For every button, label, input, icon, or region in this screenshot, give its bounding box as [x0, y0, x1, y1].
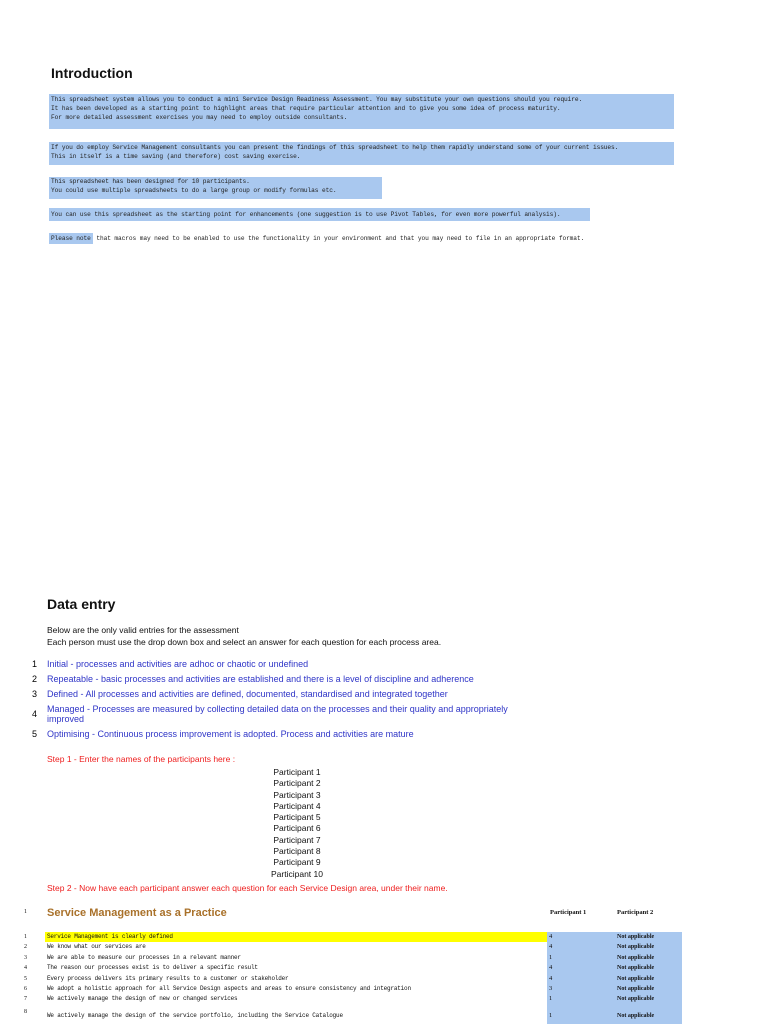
step-2-instruction: Step 2 - Now have each participant answer each question for each Service Design area, under their name. — [47, 883, 448, 893]
participant-2-answer[interactable]: Not applicable — [617, 975, 655, 982]
level-number: 4 — [31, 709, 37, 719]
question-text: We actively manage the design of the service portfolio, including the Service Catalogue — [47, 1011, 343, 1019]
table-row — [0, 994, 700, 1004]
participant-name-cell[interactable]: Participant 4 — [273, 800, 321, 811]
level-description: Optimising - Continuous process improvement is adopted. Process and activities are mature — [47, 729, 414, 739]
participant-list — [257, 767, 337, 880]
intro-block-2 — [49, 142, 674, 165]
intro-title: Introduction — [51, 65, 133, 81]
question-table — [0, 932, 700, 1021]
participant-1-answer[interactable]: 4 — [549, 943, 553, 951]
table-row — [0, 1008, 700, 1021]
table-row — [0, 963, 700, 973]
participant-name-cell[interactable]: Participant 3 — [273, 789, 321, 800]
question-text: We actively manage the design of new or changed services — [47, 995, 238, 1003]
table-row — [0, 984, 700, 994]
question-text: Every process delivers its primary results to a customer or stakeholder — [47, 974, 289, 982]
column-header-participant-1: Participant 1 — [550, 909, 587, 916]
participant-2-answer[interactable]: Not applicable — [617, 1012, 655, 1019]
level-number: 3 — [31, 689, 37, 699]
participant-2-answer[interactable]: Not applicable — [617, 954, 655, 961]
intro-block-1-line: It has been developed as a starting point to highlight areas that require particular attention and to give you some idea of process maturity. — [51, 105, 561, 112]
table-row — [0, 932, 700, 942]
level-description: Repeatable - basic processes and activities are established and there is a level of discipline and adherence — [47, 674, 474, 684]
participant-2-answer[interactable]: Not applicable — [617, 965, 655, 972]
question-number: 6 — [24, 985, 27, 992]
question-number: 4 — [24, 965, 27, 972]
participant-name-cell[interactable]: Participant 6 — [273, 823, 321, 834]
table-row — [0, 942, 700, 952]
participant-2-answer[interactable]: Not applicable — [617, 985, 655, 992]
intro-block-3-line: This spreadsheet has been designed for 10 participants. — [51, 178, 250, 185]
intro-block-2-line: This in itself is a time saving (and therefore) cost saving exercise. — [51, 153, 301, 160]
question-text: We are able to measure our processes in a relevant manner — [47, 953, 241, 961]
section-number: 1 — [24, 909, 27, 915]
intro-block-3 — [49, 177, 382, 199]
question-number: 7 — [24, 996, 27, 1003]
participant-1-answer[interactable]: 4 — [549, 964, 553, 972]
intro-block-5 — [49, 232, 584, 245]
participant-2-answer[interactable]: Not applicable — [617, 944, 655, 951]
question-number: 1 — [24, 934, 27, 940]
question-text: We know what our services are — [47, 943, 146, 951]
level-description: Managed - Processes are measured by collecting detailed data on the processes and their quality and appropriately improved — [47, 704, 508, 724]
question-text: The reason our processes exist is to deliver a specific result — [47, 964, 258, 972]
please-note-highlight: Please note — [51, 235, 91, 242]
participant-1-answer[interactable]: 3 — [549, 984, 553, 992]
question-text: We adopt a holistic approach for all Service Design aspects and areas to ensure consistency and integration — [47, 984, 411, 992]
participant-name-cell[interactable]: Participant 2 — [273, 778, 321, 789]
intro-block-1-line: This spreadsheet system allows you to conduct a mini Service Design Readiness Assessment. You may substitute your own questions should you require. — [51, 96, 583, 103]
intro-block-4-text: You can use this spreadsheet as the starting point for enhancements (one suggestion is to use Pivot Tables, for even more powerful analysis). — [51, 211, 561, 218]
question-text: Service Management is clearly defined — [47, 933, 173, 940]
intro-block-2-line: If you do employ Service Management consultants you can present the findings of this spreadsheet to help them rapidly understand some of your current issues. — [51, 144, 619, 151]
participant-1-answer[interactable]: 4 — [549, 933, 553, 940]
level-description: Initial - processes and activities are adhoc or chaotic or undefined — [47, 659, 309, 669]
level-number: 2 — [31, 674, 37, 684]
intro-block-3-line: You could use multiple spreadsheets to do a large group or modify formulas etc. — [51, 187, 337, 194]
column-header-participant-2: Participant 2 — [617, 909, 654, 916]
intro-block-1 — [49, 94, 674, 129]
participant-name-cell[interactable]: Participant 7 — [273, 834, 321, 845]
participant-2-answer[interactable]: Not applicable — [617, 996, 655, 1003]
question-number: 2 — [24, 944, 27, 951]
question-number: 8 — [24, 1008, 27, 1015]
participant-name-cell[interactable]: Participant 9 — [273, 857, 321, 868]
participant-2-answer[interactable]: Not applicable — [617, 934, 655, 940]
level-description: Defined - All processes and activities are defined, documented, standardised and integrated together — [47, 689, 448, 699]
participant-name-cell[interactable]: Participant 10 — [271, 868, 323, 879]
table-row — [0, 953, 700, 963]
level-number: 5 — [31, 729, 37, 739]
participant-1-answer[interactable]: 4 — [549, 974, 553, 982]
intro-block-5-text: that macros may need to be enabled to use the functionality in your environment and that you may need to file in an appropriate format. — [92, 235, 585, 242]
question-number: 3 — [24, 954, 27, 961]
participant-1-answer[interactable]: 1 — [549, 995, 553, 1003]
participant-1-answer[interactable]: 1 — [549, 953, 553, 961]
participant-name-cell[interactable]: Participant 1 — [273, 767, 321, 777]
intro-block-4 — [49, 208, 590, 221]
table-row — [0, 974, 700, 984]
participant-name-cell[interactable]: Participant 8 — [273, 846, 321, 857]
data-entry-title: Data entry — [47, 596, 116, 612]
section-title: Service Management as a Practice — [47, 907, 227, 919]
participant-name-cell[interactable]: Participant 5 — [273, 812, 321, 823]
data-entry-line-1: Below are the only valid entries for the assessment — [47, 625, 239, 635]
step-1-instruction: Step 1 - Enter the names of the participants here : — [47, 754, 236, 764]
level-number: 1 — [31, 659, 37, 669]
data-entry-line-2: Each person must use the drop down box and select an answer for each question for each process area. — [47, 637, 442, 647]
participant-1-answer[interactable]: 1 — [549, 1011, 553, 1019]
intro-block-1-line: For more detailed assessment exercises you may need to employ outside consultants. — [51, 114, 348, 121]
question-number: 5 — [24, 975, 27, 982]
